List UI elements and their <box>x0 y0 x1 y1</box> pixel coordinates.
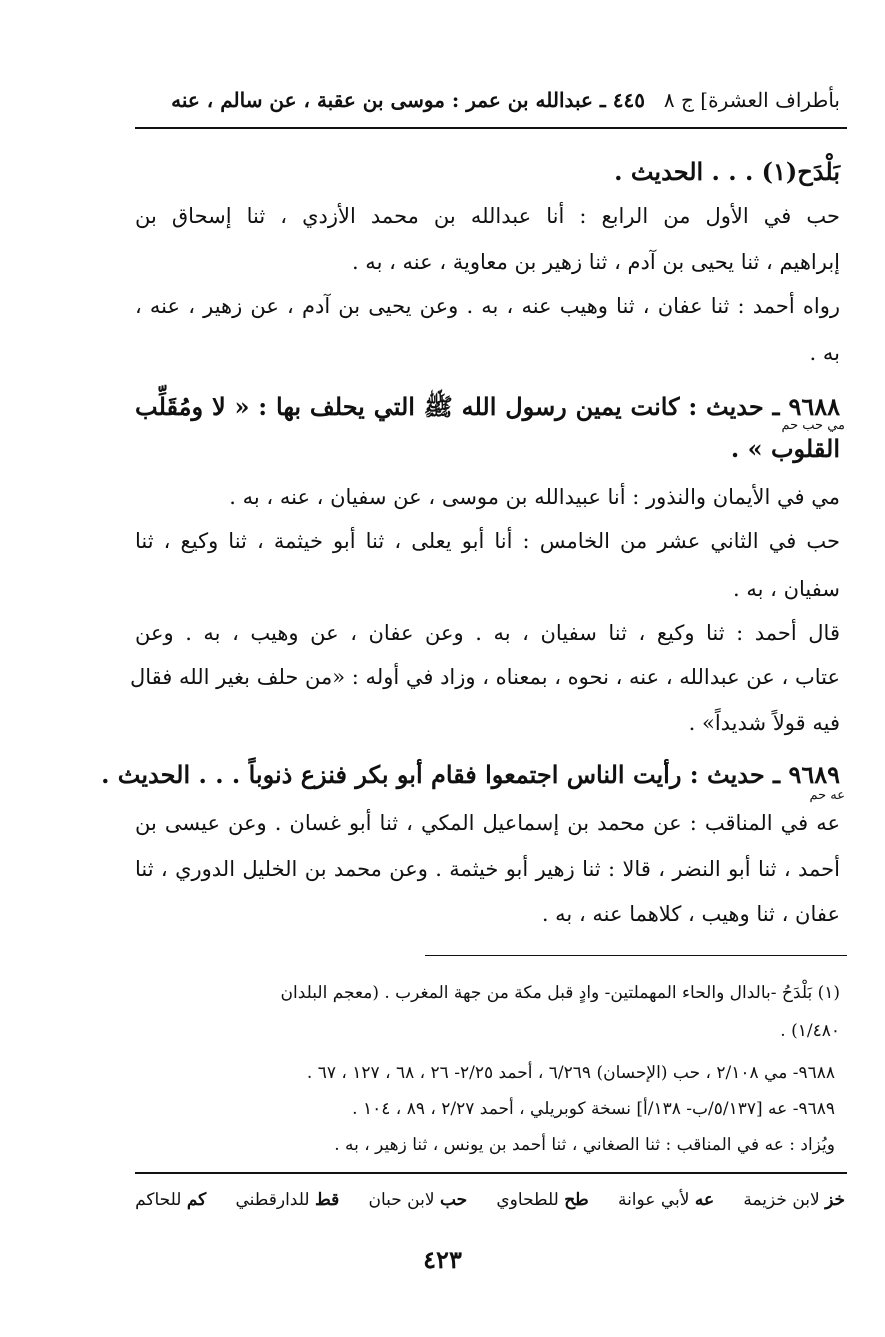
text-line: به . <box>809 341 840 365</box>
entry-continuation: بَلْدَح(١) . . . الحديث . <box>614 157 840 186</box>
text-line: أحمد ، ثنا أبو النضر ، قالا : ثنا زهير أبو خيثمة . وعن محمد بن الخليل الدوري ، ثنا <box>135 857 840 881</box>
hadith-heading-9689: ٩٦٨٩ ـ حديث : رأيت الناس اجتمعوا فقام أبو بكر فنزع ذنوباً . . . الحديث . <box>101 760 840 789</box>
text-line: إبراهيم ، ثنا يحيى بن آدم ، ثنا زهير بن معاوية ، عنه ، به . <box>351 250 840 274</box>
legend-item: خز لابن خزيمة <box>743 1190 845 1210</box>
footnote-source: ٩٦٨٨- مي ٢/١٠٨ ، حب (الإحسان) ٦/٢٦٩ ، أحمد ٢/٢٥- ٢٦ ، ٦٨ ، ١٢٧ ، ٦٧ . <box>306 1063 835 1083</box>
legend-item: كم للحاكم <box>135 1190 207 1210</box>
text-line: مي في الأيمان والنذور : أنا عبيدالله بن موسى ، عن سفيان ، عنه ، به . <box>229 485 840 509</box>
legend-rule <box>135 1172 847 1174</box>
footnote-source: ٩٦٨٩- عه [٥/١٣٧/ب- ١٣٨/أ] نسخة كوبريلي ، أحمد ٢/٢٧ ، ٨٩ ، ١٠٤ . <box>352 1099 835 1119</box>
text-line: رواه أحمد : ثنا عفان ، ثنا وهيب عنه ، به . وعن يحيى بن آدم ، عن زهير ، عنه ، <box>135 294 840 318</box>
source-sigla-9689: عه حم <box>809 788 845 803</box>
text-line: فيه قولاً شديداً» . <box>688 711 840 735</box>
header-rule <box>135 127 847 129</box>
page-number: ٤٢٣ <box>423 1245 462 1274</box>
text-line: قال أحمد : ثنا وكيع ، ثنا سفيان ، به . وعن عفان ، عن وهيب ، به . وعن <box>135 621 840 645</box>
footnote: (١) بَلْدَحُ -بالدال والحاء المهملتين- وادٍ قبل مكة من جهة المغرب . (معجم البلدان <box>280 983 840 1003</box>
text-line: عتاب ، عن عبدالله ، عنه ، نحوه ، بمعناه ، وزاد في أوله : «من حلف بغير الله فقال <box>130 665 840 689</box>
legend-item: عه لأبي عوانة <box>617 1190 715 1210</box>
footnote-separator <box>425 955 847 956</box>
text-line: عفان ، ثنا وهيب ، كلاهما عنه ، به . <box>541 902 840 926</box>
text-line: عه في المناقب : عن محمد بن إسماعيل المكي ، ثنا أبو غسان . وعن عيسى بن <box>135 811 840 835</box>
hadith-heading-9688-cont: القلوب » . <box>730 434 840 463</box>
footnote-source: ويُزاد : عه في المناقب : ثنا الصغاني ، ثنا أحمد بن يونس ، ثنا زهير ، به . <box>334 1135 835 1155</box>
text-line: حب في الأول من الرابع : أنا عبدالله بن محمد الأزدي ، ثنا إسحاق بن <box>135 204 840 228</box>
legend-item: قط للدارقطني <box>235 1190 340 1210</box>
hadith-heading-9688: ٩٦٨٨ ـ حديث : كانت يمين رسول الله ﷺ التي يحلف بها : « لا ومُقَلِّب <box>135 392 840 421</box>
sigla-legend <box>135 1190 845 1210</box>
legend-item: طح للطحاوي <box>496 1190 589 1210</box>
footnote: ١/٤٨٠) . <box>780 1021 840 1041</box>
text-line: سفيان ، به . <box>733 577 840 601</box>
text-line: حب في الثاني عشر من الخامس : أنا أبو يعلى ، ثنا أبو خيثمة ، ثنا وكيع ، ثنا <box>135 529 840 553</box>
source-sigla-9688: مي حب حم <box>781 418 845 433</box>
running-header-title: ٤٤٥ ـ عبدالله بن عمر : موسى بن عقبة ، عن سالم ، عنه <box>171 88 645 112</box>
running-header-volume: بأطراف العشرة] ج ٨ <box>663 88 840 112</box>
legend-item: حب لابن حبان <box>368 1190 468 1210</box>
